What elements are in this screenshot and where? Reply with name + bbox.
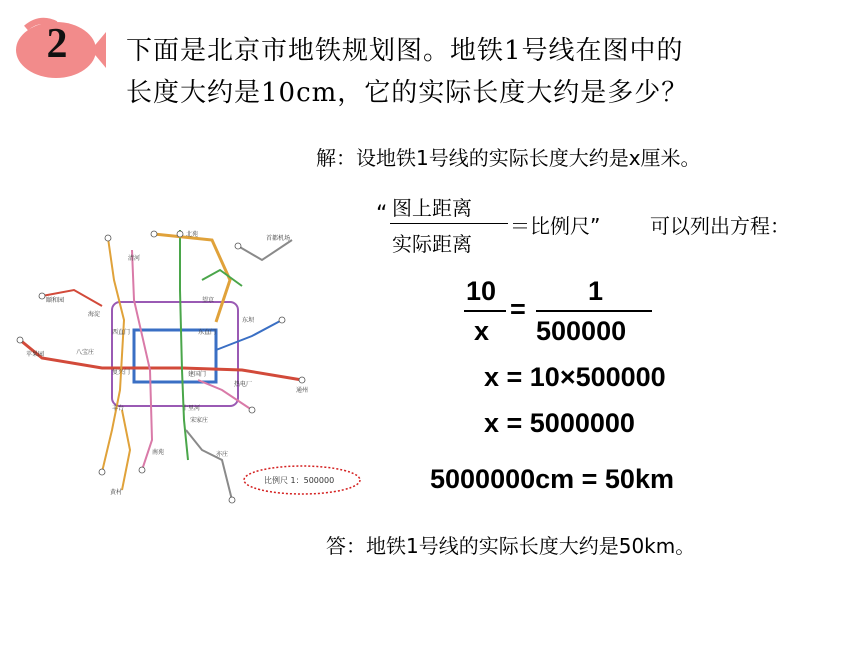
basis-suffix: 可以列出方程： xyxy=(650,214,790,238)
map-label: 十里河 xyxy=(182,405,201,412)
problem-statement xyxy=(126,30,688,114)
equation-step-3: x = 5000000 xyxy=(484,408,635,438)
map-label: 通州 xyxy=(296,387,309,394)
map-label: 东直门 xyxy=(198,329,217,336)
map-label: 望京 xyxy=(202,297,215,304)
map-label: 首都机场 xyxy=(266,235,291,242)
map-label: 颐和园 xyxy=(46,297,65,304)
solution-intro: 解：设地铁1号线的实际长度大约是x厘米。 xyxy=(316,146,701,170)
map-label: 清河 xyxy=(128,255,141,262)
formula-fraction-bar xyxy=(390,223,508,224)
problem-number-badge xyxy=(6,14,106,84)
equals-sign: = xyxy=(510,294,526,324)
numerator-label: 图上距离 xyxy=(392,196,472,220)
right-fraction-bar xyxy=(536,310,652,312)
denominator-label: 实际距离 xyxy=(392,232,472,256)
equals-scale: ＝比例尺” xyxy=(510,214,601,238)
map-label: 西直门 xyxy=(112,329,131,336)
answer: 答：地铁1号线的实际长度大约是50km。 xyxy=(326,534,696,558)
map-label: 东坝 xyxy=(242,317,255,324)
map-label: 复兴门 xyxy=(112,369,131,376)
proportion-equation xyxy=(464,276,664,352)
map-label: 海淀 xyxy=(88,311,101,318)
map-scale-label: 比例尺 1：500000 xyxy=(264,476,335,485)
right-denominator: 500000 xyxy=(536,316,627,346)
map-label: 热电厂 xyxy=(234,381,253,388)
unit-conversion: 5000000cm = 50km xyxy=(430,464,674,494)
map-label: 南苑 xyxy=(152,449,165,456)
map-label: 八宝庄 xyxy=(76,349,95,356)
left-fraction-bar xyxy=(464,310,506,312)
equation-step-2: x = 10×500000 xyxy=(484,362,666,392)
problem-line-2: 长度大约是10cm，它的实际长度大约是多少？ xyxy=(126,78,689,108)
problem-line-1: 下面是北京市地铁规划图。地铁1号线在图中的 xyxy=(126,36,684,66)
right-numerator: 1 xyxy=(588,276,604,306)
left-numerator: 10 xyxy=(466,276,497,306)
problem-number: 2 xyxy=(46,21,68,67)
open-quote: “ xyxy=(376,202,388,227)
map-label: 丰台 xyxy=(112,405,125,412)
map-label: 黄村 xyxy=(110,489,123,496)
subway-map-image xyxy=(2,210,362,510)
subway-map xyxy=(2,210,362,510)
map-label: 建国门 xyxy=(188,371,207,378)
ratio-formula xyxy=(304,194,824,260)
map-label: 亦庄 xyxy=(216,451,229,458)
map-label: 北苑 xyxy=(186,231,199,238)
left-denominator: x xyxy=(474,316,490,346)
map-label: 宋家庄 xyxy=(190,417,209,424)
map-label: 苹果园 xyxy=(26,351,45,358)
